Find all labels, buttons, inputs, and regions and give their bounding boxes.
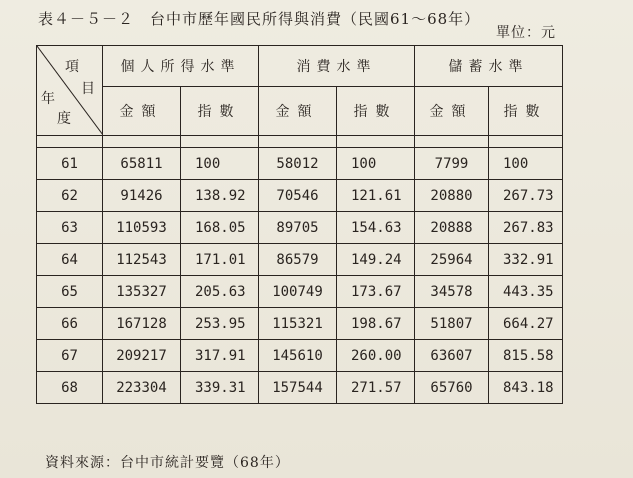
spacer-cell: [415, 136, 489, 148]
cell-income-index: 317.91: [181, 340, 259, 372]
corner-year-label-1: 年: [41, 91, 61, 107]
spacer-cell: [181, 136, 259, 148]
cell-consumption-amount: 70546: [259, 180, 337, 212]
subcol-consumption-index: 指數: [337, 87, 415, 136]
cell-year: 65: [37, 276, 103, 308]
table-row: [37, 212, 563, 244]
cell-saving-amount: 7799: [415, 148, 489, 180]
cell-saving-amount: 20880: [415, 180, 489, 212]
header-group-row: [37, 46, 563, 87]
table-row: [37, 244, 563, 276]
table-row: [37, 148, 563, 180]
unit-label: 單位：元: [496, 25, 556, 41]
table-row: [37, 372, 563, 404]
cell-income-amount: 167128: [103, 308, 181, 340]
cell-income-amount: 135327: [103, 276, 181, 308]
cell-consumption-index: 100: [337, 148, 415, 180]
cell-consumption-index: 260.00: [337, 340, 415, 372]
subcol-income-amount: 金額: [103, 87, 181, 136]
income-consumption-table: [36, 45, 563, 404]
cell-saving-amount: 20888: [415, 212, 489, 244]
cell-year: 61: [37, 148, 103, 180]
cell-saving-index: 664.27: [489, 308, 563, 340]
cell-consumption-amount: 157544: [259, 372, 337, 404]
table-body: [37, 148, 563, 404]
subcol-saving-amount: 金額: [415, 87, 489, 136]
cell-income-amount: 110593: [103, 212, 181, 244]
table-title: 表４－５－２ 台中市歷年國民所得與消費（民國61～68年）: [38, 10, 481, 28]
cell-income-index: 171.01: [181, 244, 259, 276]
cell-income-amount: 112543: [103, 244, 181, 276]
cell-year: 63: [37, 212, 103, 244]
cell-saving-index: 267.83: [489, 212, 563, 244]
cell-saving-index: 443.35: [489, 276, 563, 308]
group-header-income: 個人所得水準: [103, 46, 259, 87]
cell-saving-amount: 65760: [415, 372, 489, 404]
header-subcolumn-row: [37, 87, 563, 136]
cell-consumption-amount: 145610: [259, 340, 337, 372]
cell-consumption-amount: 86579: [259, 244, 337, 276]
corner-item-label-2: 目: [81, 81, 101, 97]
group-header-consumption: 消費水準: [259, 46, 415, 87]
table-row: [37, 340, 563, 372]
cell-income-amount: 223304: [103, 372, 181, 404]
spacer-cell: [337, 136, 415, 148]
cell-saving-index: 267.73: [489, 180, 563, 212]
cell-income-amount: 65811: [103, 148, 181, 180]
cell-year: 64: [37, 244, 103, 276]
cell-saving-index: 843.18: [489, 372, 563, 404]
table-row: [37, 308, 563, 340]
spacer-cell: [37, 136, 103, 148]
cell-consumption-index: 149.24: [337, 244, 415, 276]
cell-income-amount: 91426: [103, 180, 181, 212]
corner-year-label-2: 度: [57, 111, 77, 127]
cell-consumption-amount: 58012: [259, 148, 337, 180]
cell-income-amount: 209217: [103, 340, 181, 372]
cell-saving-amount: 34578: [415, 276, 489, 308]
source-note: 資料來源：台中市統計要覽（68年）: [45, 455, 290, 471]
header-spacer-row: [37, 136, 563, 148]
cell-saving-amount: 51807: [415, 308, 489, 340]
cell-income-index: 339.31: [181, 372, 259, 404]
cell-year: 62: [37, 180, 103, 212]
cell-saving-amount: 63607: [415, 340, 489, 372]
subcol-consumption-amount: 金額: [259, 87, 337, 136]
cell-consumption-index: 121.61: [337, 180, 415, 212]
cell-consumption-amount: 89705: [259, 212, 337, 244]
corner-header-cell: [37, 46, 103, 136]
cell-saving-amount: 25964: [415, 244, 489, 276]
cell-saving-index: 332.91: [489, 244, 563, 276]
spacer-cell: [259, 136, 337, 148]
table-row: [37, 276, 563, 308]
cell-income-index: 138.92: [181, 180, 259, 212]
cell-consumption-index: 154.63: [337, 212, 415, 244]
cell-saving-index: 815.58: [489, 340, 563, 372]
spacer-cell: [103, 136, 181, 148]
cell-year: 68: [37, 372, 103, 404]
cell-income-index: 168.05: [181, 212, 259, 244]
cell-saving-index: 100: [489, 148, 563, 180]
cell-year: 67: [37, 340, 103, 372]
cell-year: 66: [37, 308, 103, 340]
subcol-income-index: 指數: [181, 87, 259, 136]
cell-consumption-amount: 115321: [259, 308, 337, 340]
corner-item-label-1: 項: [65, 59, 85, 75]
cell-consumption-amount: 100749: [259, 276, 337, 308]
cell-consumption-index: 198.67: [337, 308, 415, 340]
subcol-saving-index: 指數: [489, 87, 563, 136]
cell-consumption-index: 173.67: [337, 276, 415, 308]
spacer-cell: [489, 136, 563, 148]
table-row: [37, 180, 563, 212]
cell-income-index: 205.63: [181, 276, 259, 308]
cell-income-index: 100: [181, 148, 259, 180]
cell-consumption-index: 271.57: [337, 372, 415, 404]
cell-income-index: 253.95: [181, 308, 259, 340]
group-header-saving: 儲蓄水準: [415, 46, 563, 87]
